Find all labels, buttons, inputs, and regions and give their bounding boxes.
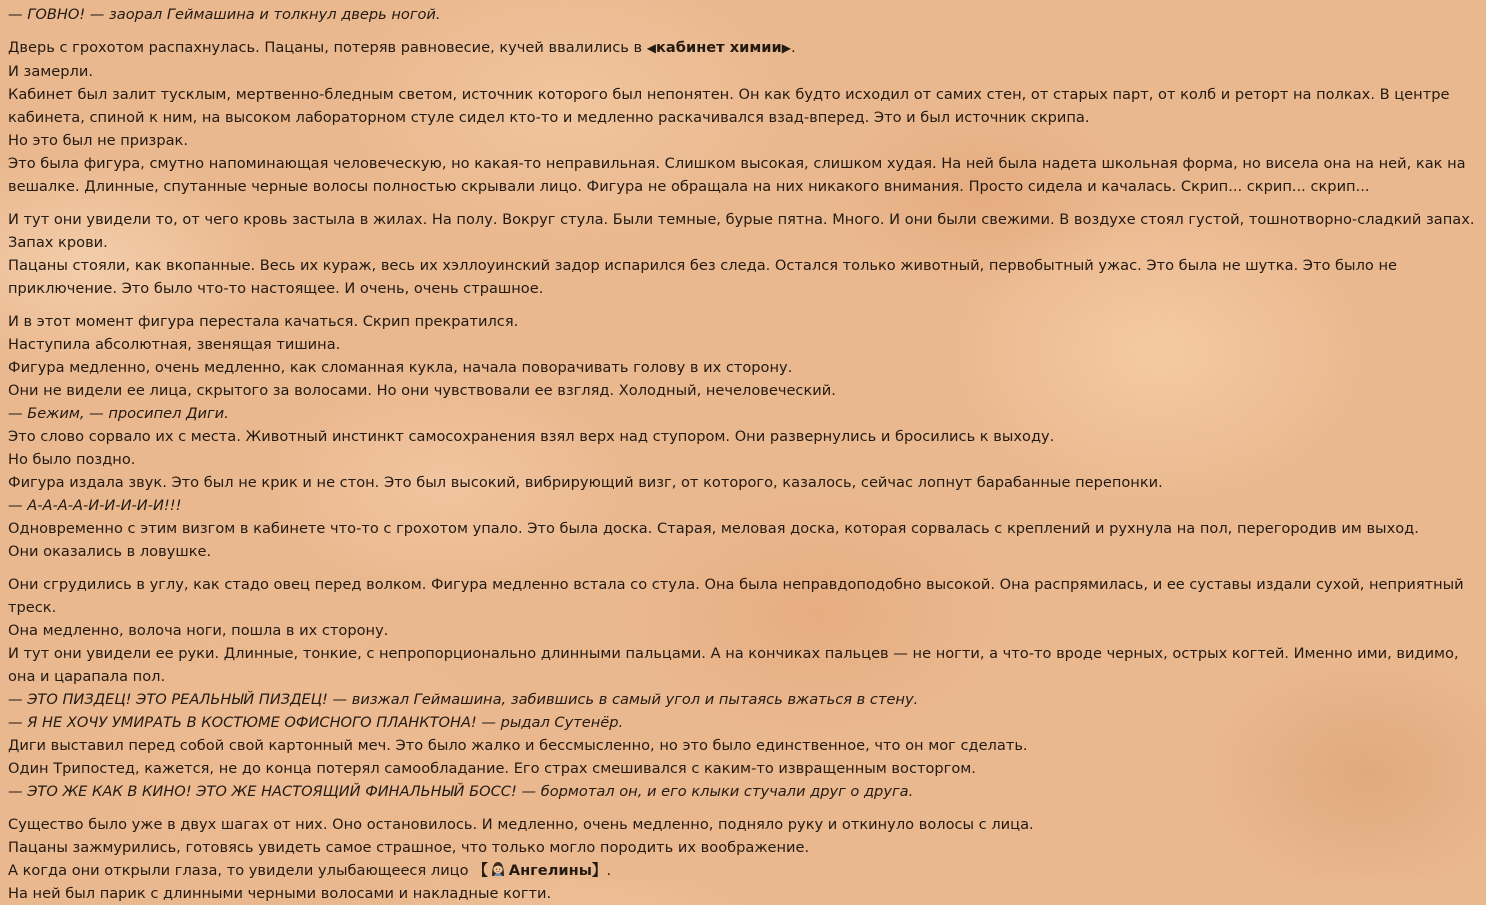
paragraph-gap [8, 803, 1478, 813]
paragraph-gap [8, 563, 1478, 573]
dialogue-line: — А-А-А-А-И-И-И-И-И!!! [8, 497, 182, 514]
story-line: Пацаны стояли, как вкопанные. Весь их кураж, весь их хэллоуинский задор испарился без следа. Остался только животный, первобытный ужас. Это была не шутка. Это было не приключение. Это было что-то настоящее. И очень, очень страшное. [8, 257, 1402, 297]
story-line: Но было поздно. [8, 451, 136, 468]
story-line: И тут они увидели ее руки. Длинные, тонкие, с непропорционально длинными пальцами. А на кончиках пальцев — не ногти, а что-то вроде черных, острых когтей. Именно ими, видимо, она и царапала пол. [8, 645, 1464, 685]
story-line: Фигура издала звук. Это был не крик и не стон. Это был высокий, вибрирующий визг, от которого, казалось, сейчас лопнут барабанные перепонки. [8, 474, 1163, 491]
paragraph-gap [8, 26, 1478, 36]
location-name: кабинет химии [656, 39, 782, 56]
paragraph-gap [8, 198, 1478, 208]
location-tag [647, 39, 791, 56]
story-line: Они не видели ее лица, скрытого за волосами. Но они чувствовали ее взгляд. Холодный, нечеловеческий. [8, 382, 836, 399]
story-line: Она медленно, волоча ноги, пошла в их сторону. [8, 622, 389, 639]
dialogue-line: — ЭТО ЖЕ КАК В КИНО! ЭТО ЖЕ НАСТОЯЩИЙ ФИНАЛЬНЫЙ БОСС! — бормотал он, и его клыки стучали друг о друга. [8, 783, 914, 800]
story-line: Наступила абсолютная, звенящая тишина. [8, 336, 341, 353]
story-text-span: . [606, 862, 612, 879]
story-line: Это была фигура, смутно напоминающая человеческую, но какая-то неправильная. Слишком высокая, слишком худая. На ней была надета школьная форма, но висела она на ней, как на вешалке. Длинные, спутанные черные волосы полностью скрывали лицо. Фигура не обращала на них никакого внимания. Просто сидела и качалась. Скрип... скрип... скрип... [8, 155, 1471, 195]
story-text [8, 3, 1478, 905]
dialogue-line: — Бежим, — просипел Диги. [8, 405, 229, 422]
story-line: Кабинет был залит тусклым, мертвенно-бледным светом, источник которого был непонятен. Он как будто исходил от самих стен, от старых парт, от колб и реторт на полках. В центре кабинета, спиной к ним, на высоком лабораторном стуле сидел кто-то и медленно раскачивался взад-вперед. Это и был источник скрипа. [8, 86, 1455, 126]
story-line: И в этот момент фигура перестала качаться. Скрип прекратился. [8, 313, 519, 330]
story-line: Существо было уже в двух шагах от них. Оно остановилось. И медленно, очень медленно, подняло руку и откинуло волосы с лица. [8, 816, 1034, 833]
story-text-span: . [790, 39, 796, 56]
story-line: Фигура медленно, очень медленно, как сломанная кукла, начала поворачивать голову в их сторону. [8, 359, 793, 376]
story-line: Пацаны зажмурились, готовясь увидеть самое страшное, что только могло породить их воображение. [8, 839, 810, 856]
dialogue-line: — Я НЕ ХОЧУ УМИРАТЬ В КОСТЮМЕ ОФИСНОГО ПЛАНКТОНА! — рыдал Сутенёр. [8, 714, 624, 731]
bracket-left: 【 [473, 862, 488, 879]
story-text-span: А когда они открыли глаза, то увидели улыбающееся лицо [8, 862, 474, 879]
triangle-left-icon: ◀ [646, 41, 657, 55]
story-line: Они оказались в ловушке. [8, 543, 212, 560]
story-line: И тут они увидели то, от чего кровь застыла в жилах. На полу. Вокруг стула. Были темные, бурые пятна. Много. И они были свежими. В воздухе стоял густой, тошнотворно-сладкий запах. Запах крови. [8, 211, 1480, 251]
story-line: Но это был не призрак. [8, 132, 188, 149]
story-line: Они сгрудились в углу, как стадо овец перед волком. Фигура медленно встала со стула. Она была неправдоподобно высокой. Она распрямилась, и ее суставы издали сухой, неприятный треск. [8, 576, 1469, 616]
triangle-right-icon: ▶ [781, 41, 791, 55]
paragraph-gap [8, 300, 1478, 310]
woman-face-icon [490, 861, 506, 877]
story-line [8, 36, 1478, 60]
story-line: И замерли. [8, 63, 93, 80]
bracket-right: 】 [591, 862, 607, 879]
story-line: На ней был парик с длинными черными волосами и накладные когти. [8, 885, 552, 902]
story-line: Один Трипостед, кажется, не до конца потерял самообладание. Его страх смешивался с каким-то извращенным восторгом. [8, 760, 976, 777]
dialogue-line: — ЭТО ПИЗДЕЦ! ЭТО РЕАЛЬНЫЙ ПИЗДЕЦ! — визжал Геймашина, забившись в самый угол и пытаясь вжаться в стену. [8, 691, 919, 708]
story-line: — ГОВНО! — заорал Геймашина и толкнул дверь ногой. [8, 6, 441, 23]
story-text-span: Дверь с грохотом распахнулась. Пацаны, потеряв равновесие, кучей ввалились в [8, 39, 647, 56]
story-line: Диги выставил перед собой свой картонный меч. Это было жалко и бессмысленно, но это было единственное, что он мог сделать. [8, 737, 1028, 754]
character-tag [473, 862, 606, 879]
story-line: Одновременно с этим визгом в кабинете что-то с грохотом упало. Это была доска. Старая, меловая доска, которая сорвалась с креплений и рухнула на пол, перегородив им выход. [8, 520, 1419, 537]
character-name: Ангелины [508, 862, 592, 879]
story-line: Это слово сорвало их с места. Животный инстинкт самосохранения взял верх над ступором. Они развернулись и бросились к выходу. [8, 428, 1055, 445]
